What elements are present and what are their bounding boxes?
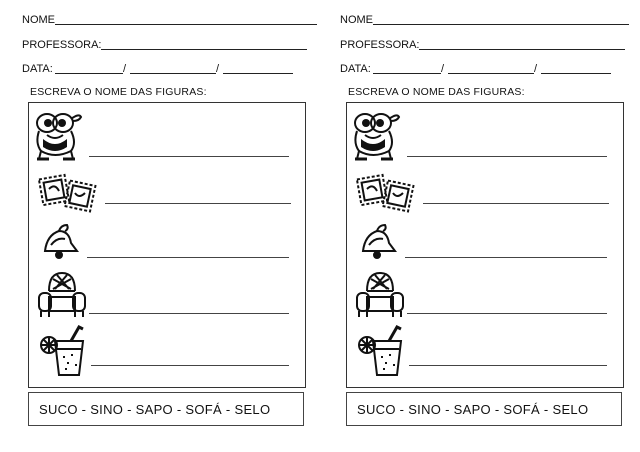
answer-line[interactable]: [89, 156, 289, 157]
name-field: [340, 14, 373, 26]
name-field: [22, 14, 55, 26]
answer-line[interactable]: [407, 313, 607, 314]
answer-line[interactable]: [87, 257, 289, 258]
date-label: DATA:: [340, 63, 371, 75]
date-label: DATA:: [22, 63, 53, 75]
instruction: ESCREVA O NOME DAS FIGURAS:: [30, 86, 207, 98]
date-month-line[interactable]: [130, 73, 216, 74]
armchair-icon: [35, 269, 89, 321]
date-slash: /: [534, 63, 538, 75]
bell-icon: [355, 221, 399, 261]
armchair-icon: [353, 269, 407, 321]
date-month-line[interactable]: [448, 73, 534, 74]
date-field: [340, 63, 371, 75]
word-bank: [28, 392, 304, 426]
picture-box: [346, 102, 624, 388]
teacher-line[interactable]: [419, 49, 625, 50]
date-field: [22, 63, 53, 75]
frog-icon: [31, 109, 85, 167]
answer-line[interactable]: [91, 365, 289, 366]
teacher-label: PROFESSORA:: [340, 39, 420, 51]
bell-icon: [37, 221, 81, 261]
name-label: NOME: [340, 14, 373, 26]
stamps-icon: [37, 173, 99, 217]
instruction: ESCREVA O NOME DAS FIGURAS:: [348, 86, 525, 98]
word-bank-text: SUCO - SINO - SAPO - SOFÁ - SELO: [357, 401, 589, 417]
date-year-line[interactable]: [223, 73, 293, 74]
stamps-icon: [355, 173, 417, 217]
teacher-field: [340, 39, 419, 51]
teacher-line[interactable]: [101, 49, 307, 50]
answer-line[interactable]: [89, 313, 289, 314]
date-slash: /: [216, 63, 220, 75]
answer-line[interactable]: [409, 365, 607, 366]
date-slash: /: [123, 63, 127, 75]
answer-line[interactable]: [405, 257, 607, 258]
worksheet-right: [318, 0, 628, 452]
answer-line[interactable]: [423, 203, 609, 204]
date-year-line[interactable]: [541, 73, 611, 74]
date-day-line[interactable]: [373, 73, 441, 74]
frog-icon: [349, 109, 403, 167]
word-bank-text: SUCO - SINO - SAPO - SOFÁ - SELO: [39, 401, 271, 417]
worksheet-left: [0, 0, 310, 452]
name-label: NOME: [22, 14, 55, 26]
juice-glass-icon: [37, 325, 89, 379]
date-slash: /: [441, 63, 445, 75]
picture-box: [28, 102, 306, 388]
teacher-label: PROFESSORA:: [22, 39, 102, 51]
teacher-field: [22, 39, 101, 51]
juice-glass-icon: [355, 325, 407, 379]
answer-line[interactable]: [407, 156, 607, 157]
name-line[interactable]: [373, 24, 629, 25]
answer-line[interactable]: [105, 203, 291, 204]
word-bank: [346, 392, 622, 426]
date-day-line[interactable]: [55, 73, 123, 74]
name-line[interactable]: [55, 24, 317, 25]
